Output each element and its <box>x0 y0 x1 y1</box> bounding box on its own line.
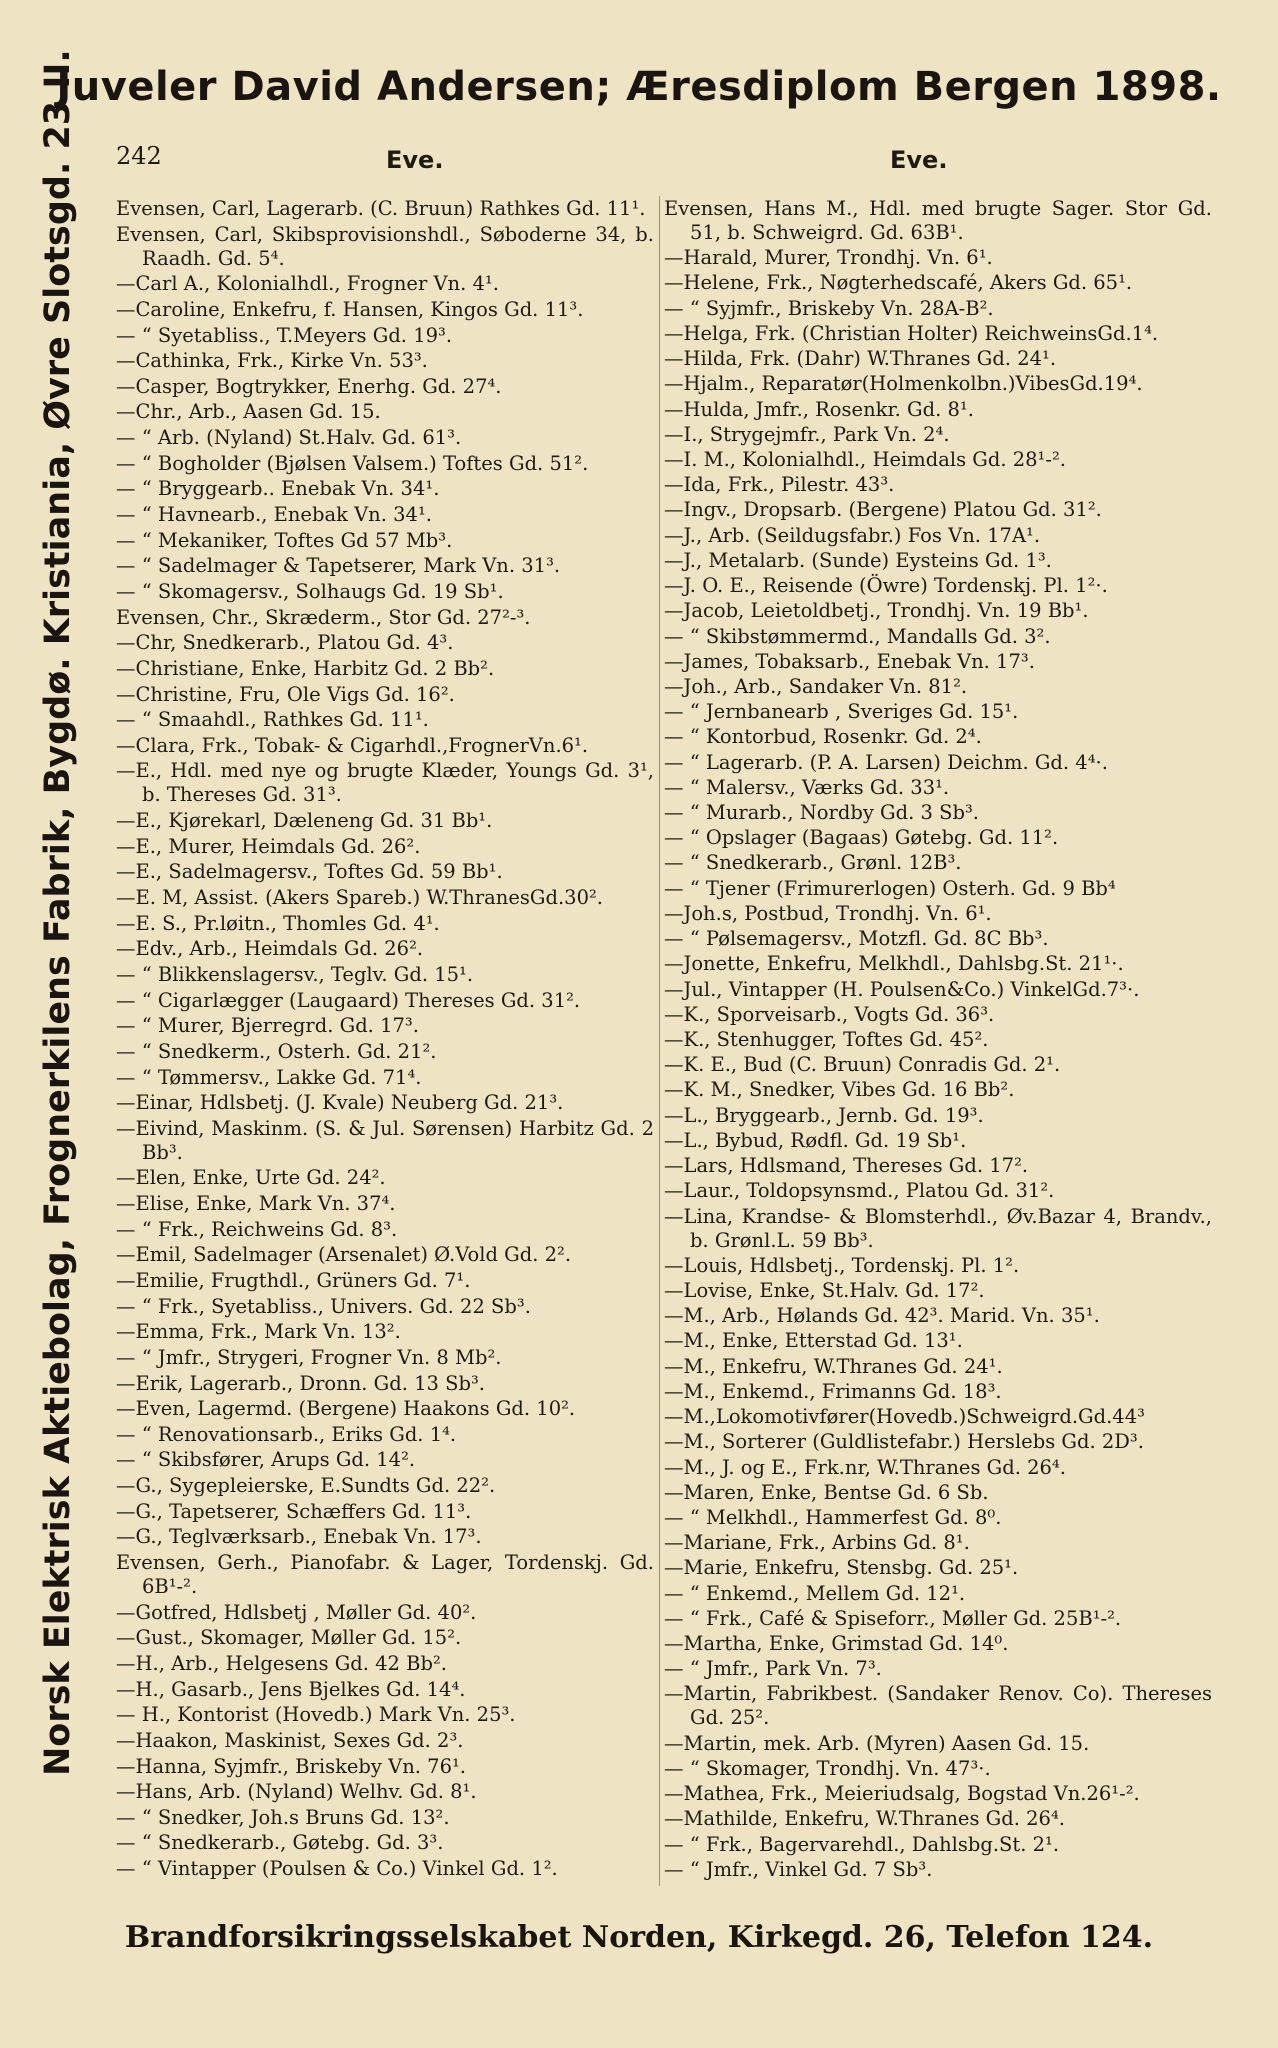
directory-entry: —Maren, Enke, Bentse Gd. 6 Sb. <box>664 1480 989 1504</box>
directory-entry: —J., Arb. (Seildugsfabr.) Fos Vn. 17A¹. <box>664 523 1041 547</box>
directory-entry: —Hjalm., Reparatør(Holmenkolbn.)VibesGd.19⁴. <box>664 372 1143 396</box>
directory-entry: —Lars, Hdlsmand, Thereses Gd. 17². <box>664 1154 1029 1178</box>
directory-entry: —K. M., Snedker, Vibes Gd. 16 Bb². <box>664 1078 1015 1102</box>
directory-entry: —Clara, Frk., Tobak- & Cigarhdl.,FrognerVn.6¹. <box>116 733 589 757</box>
directory-entry: —Elise, Enke, Mark Vn. 37⁴. <box>116 1192 396 1216</box>
directory-entry: —Caroline, Enkefru, f. Hansen, Kingos Gd. 11³. <box>116 297 584 321</box>
directory-entry: —G., Sygepleierske, E.Sundts Gd. 22². <box>116 1474 496 1498</box>
directory-entry: —Helene, Frk., Nøgterhedscafé, Akers Gd. 65¹. <box>664 271 1133 295</box>
directory-entry: —M.,Lokomotivfører(Hovedb.)Schweigrd.Gd.44³ <box>664 1405 1145 1429</box>
directory-entry: —E., Murer, Heimdals Gd. 26². <box>116 834 421 858</box>
directory-entry: — “ Skomagersv., Solhaugs Gd. 19 Sb¹. <box>116 579 504 603</box>
directory-entry: —M., Enke, Etterstad Gd. 13¹. <box>664 1329 963 1353</box>
directory-entry: —E. S., Pr.løitn., Thomles Gd. 4¹. <box>116 911 440 935</box>
directory-entry: — “ Frk., Syetabliss., Univers. Gd. 22 Sb³. <box>116 1294 531 1318</box>
directory-entry: — “ Jmfr., Strygeri, Frogner Vn. 8 Mb². <box>116 1345 502 1369</box>
directory-entry: Evensen, Carl, Skibsprovisionshdl., Søboderne 34, b. Raadh. Gd. 5⁴. <box>116 222 654 270</box>
left-column <box>116 197 654 1882</box>
directory-entry: —E., Kjørekarl, Dæleneng Gd. 31 Bb¹. <box>116 809 493 833</box>
directory-entry: — “ Smaahdl., Rathkes Gd. 11¹. <box>116 708 429 732</box>
directory-entry: — “ Snedkerarb., Gøtebg. Gd. 3³. <box>116 1831 444 1855</box>
directory-entry: — H., Kontorist (Hovedb.) Mark Vn. 25³. <box>116 1703 516 1727</box>
directory-entry: — “ Malersv., Værks Gd. 33¹. <box>664 775 950 799</box>
directory-entry: —Gust., Skomager, Møller Gd. 15². <box>116 1626 462 1650</box>
directory-entry: —Eivind, Maskinm. (S. & Jul. Sørensen) Harbitz Gd. 2 Bb³. <box>116 1116 654 1164</box>
directory-entry: — “ Snedkerm., Osterh. Gd. 21². <box>116 1039 437 1063</box>
directory-entry: —Edv., Arb., Heimdals Gd. 26². <box>116 937 424 961</box>
directory-entry: —E. M, Assist. (Akers Spareb.) W.ThranesGd.30². <box>116 886 603 910</box>
directory-entry: —Christiane, Enke, Harbitz Gd. 2 Bb². <box>116 656 495 680</box>
directory-entry: — “ Vintapper (Poulsen & Co.) Vinkel Gd. 1². <box>116 1857 558 1881</box>
directory-entry: — “ Jmfr., Park Vn. 7³. <box>664 1657 882 1681</box>
header-advert: Juveler David Andersen; Æresdiplom Bergen 1898. <box>56 64 1222 110</box>
directory-entry: — “ Mekaniker, Toftes Gd 57 Mb³. <box>116 528 453 552</box>
directory-entry: — “ Snedker, Joh.s Bruns Gd. 13². <box>116 1805 450 1829</box>
directory-entry: — “ Tømmersv., Lakke Gd. 71⁴. <box>116 1065 422 1089</box>
directory-entry: — “ Frk., Bagervarehdl., Dahlsbg.St. 2¹. <box>664 1832 1060 1856</box>
directory-entry: — “ Kontorbud, Rosenkr. Gd. 2⁴. <box>664 725 982 749</box>
directory-entry: — “ Snedkerarb., Grønl. 12B³. <box>664 851 962 875</box>
directory-entry: —Carl A., Kolonialhdl., Frogner Vn. 4¹. <box>116 272 499 296</box>
directory-entry: —K. E., Bud (C. Bruun) Conradis Gd. 2¹. <box>664 1053 1061 1077</box>
directory-entry: — “ Enkemd., Mellem Gd. 12¹. <box>664 1581 966 1605</box>
directory-entry: — “ Syjmfr., Briskeby Vn. 28A-B². <box>664 296 994 320</box>
directory-entry: —Emil, Sadelmager (Arsenalet) Ø.Vold Gd. 2². <box>116 1243 572 1267</box>
directory-entry: —Gotfred, Hdlsbetj , Møller Gd. 40². <box>116 1600 477 1624</box>
directory-entry: —L., Bryggearb., Jernb. Gd. 19³. <box>664 1103 984 1127</box>
directory-entry: —G., Tapetserer, Schæffers Gd. 11³. <box>116 1499 472 1523</box>
directory-entry: — “ Skomager, Trondhj. Vn. 47³·. <box>664 1756 991 1780</box>
directory-entry: — “ Frk., Reichweins Gd. 8³. <box>116 1217 398 1241</box>
directory-entry: —K., Sporveisarb., Vogts Gd. 36³. <box>664 1002 995 1026</box>
directory-entry: —Hilda, Frk. (Dahr) W.Thranes Gd. 24¹. <box>664 347 1057 371</box>
directory-entry: —Hans, Arb. (Nyland) Welhv. Gd. 8¹. <box>116 1780 477 1804</box>
directory-entry: — “ Cigarlægger (Laugaard) Thereses Gd. 31². <box>116 988 581 1012</box>
directory-entry: —Emma, Frk., Mark Vn. 13². <box>116 1320 401 1344</box>
directory-entry: —L., Bybud, Rødfl. Gd. 19 Sb¹. <box>664 1128 967 1152</box>
directory-entry: Evensen, Chr., Skræderm., Stor Gd. 27²-³. <box>116 605 531 629</box>
directory-entry: —I. M., Kolonialhdl., Heimdals Gd. 28¹-². <box>664 447 1066 471</box>
directory-entry: —James, Tobaksarb., Enebak Vn. 17³. <box>664 649 1035 673</box>
directory-entry: —I., Strygejmfr., Park Vn. 2⁴. <box>664 422 950 446</box>
directory-entry: —Cathinka, Frk., Kirke Vn. 53³. <box>116 349 428 373</box>
directory-entry: — “ Frk., Café & Spiseforr., Møller Gd. 25B¹-². <box>664 1606 1122 1630</box>
directory-entry: — “ Havnearb., Enebak Vn. 34¹. <box>116 503 432 527</box>
directory-entry: —G., Teglværksarb., Enebak Vn. 17³. <box>116 1525 482 1549</box>
directory-entry: —Joh., Arb., Sandaker Vn. 81². <box>664 674 968 698</box>
directory-entry: —Harald, Murer, Trondhj. Vn. 6¹. <box>664 246 993 270</box>
directory-entry: —Jacob, Leietoldbetj., Trondhj. Vn. 19 Bb¹. <box>664 599 1089 623</box>
directory-entry: —Joh.s, Postbud, Trondhj. Vn. 6¹. <box>664 901 992 925</box>
directory-entry: — “ Murarb., Nordby Gd. 3 Sb³. <box>664 801 979 825</box>
directory-entry: —M., Arb., Hølands Gd. 42³. Marid. Vn. 35¹. <box>664 1304 1100 1328</box>
directory-entry: —Martin, Fabrikbest. (Sandaker Renov. Co). Thereses Gd. 25². <box>664 1682 1212 1730</box>
directory-entry: —Emilie, Frugthdl., Grüners Gd. 7¹. <box>116 1268 471 1292</box>
directory-entry: — “ Blikkenslagersv., Teglv. Gd. 15¹. <box>116 962 474 986</box>
directory-entry: — “ Bryggearb.. Enebak Vn. 34¹. <box>116 477 440 501</box>
directory-entry: —Hanna, Syjmfr., Briskeby Vn. 76¹. <box>116 1754 466 1778</box>
directory-entry: —Jonette, Enkefru, Melkhdl., Dahlsbg.St. 21¹·. <box>664 952 1124 976</box>
directory-entry: Evensen, Hans M., Hdl. med brugte Sager. Stor Gd. 51, b. Schweigrd. Gd. 63B¹. <box>664 197 1212 244</box>
directory-entry: —K., Stenhugger, Toftes Gd. 45². <box>664 1028 989 1051</box>
footer-advert: Brandforsikringsselskabet Norden, Kirkegd. 26, Telefon 124. <box>124 1920 1154 1955</box>
directory-entry: —H., Arb., Helgesens Gd. 42 Bb². <box>116 1651 447 1675</box>
directory-entry: — “ Renovationsarb., Eriks Gd. 1⁴. <box>116 1422 457 1446</box>
directory-entry: —E., Hdl. med nye og brugte Klæder, Youngs Gd. 3¹, b. Thereses Gd. 31³. <box>116 759 654 807</box>
directory-entry: — “ Pølsemagersv., Motzfl. Gd. 8C Bb³. <box>664 927 1049 951</box>
directory-entry: —Helga, Frk. (Christian Holter) ReichweinsGd.1⁴. <box>664 321 1159 345</box>
directory-entry: — “ Skibsfører, Arups Gd. 14². <box>116 1448 416 1472</box>
running-head-left: Eve. <box>386 146 444 174</box>
directory-entry: Evensen, Carl, Lagerarb. (C. Bruun) Rathkes Gd. 11¹. <box>116 197 646 220</box>
directory-entry: —Hulda, Jmfr., Rosenkr. Gd. 8¹. <box>664 397 974 421</box>
directory-entry: —M., Enkemd., Frimanns Gd. 18³. <box>664 1379 1002 1403</box>
directory-entry: — “ Tjener (Frimurerlogen) Osterh. Gd. 9 Bb⁴ <box>664 876 1116 900</box>
directory-entry: —M., Sorterer (Guldlistefabr.) Herslebs Gd. 2D³. <box>664 1430 1144 1454</box>
directory-entry: —Mariane, Frk., Arbins Gd. 8¹. <box>664 1531 970 1555</box>
directory-entry: —Mathilde, Enkefru, W.Thranes Gd. 26⁴. <box>664 1807 1065 1831</box>
directory-entry: —J. O. E., Reisende (Öwre) Tordenskj. Pl. 1²·. <box>664 574 1108 598</box>
directory-entry: —M., J. og E., Frk.nr, W.Thranes Gd. 26⁴. <box>664 1455 1066 1479</box>
directory-entry: —Chr, Snedkerarb., Platou Gd. 4³. <box>116 631 454 655</box>
directory-entry: — “ Jernbanearb , Sveriges Gd. 15¹. <box>664 700 1019 724</box>
side-advert: Norsk Elektrisk Aktiebolag, Frognerkilens Fabrik, Bygdø. Kristiania, Øvre Slotsgd. 23 II. <box>38 49 78 1776</box>
directory-entry: —E., Sadelmagersv., Toftes Gd. 59 Bb¹. <box>116 860 503 884</box>
directory-entry: —Martha, Enke, Grimstad Gd. 14⁰. <box>664 1632 1009 1656</box>
directory-entry: —Laur., Toldopsynsmd., Platou Gd. 31². <box>664 1179 1055 1203</box>
right-column <box>664 197 1212 1882</box>
directory-entry: —Louis, Hdlsbetj., Tordenskj. Pl. 1². <box>664 1253 1020 1277</box>
directory-entry: —Einar, Hdlsbetj. (J. Kvale) Neuberg Gd. 21³. <box>116 1091 564 1115</box>
directory-entry: —Chr., Arb., Aasen Gd. 15. <box>116 400 381 424</box>
directory-entry: — “ Bogholder (Bjølsen Valsem.) Toftes Gd. 51². <box>116 451 589 475</box>
directory-entry: —Martin, mek. Arb. (Myren) Aasen Gd. 15. <box>664 1731 1090 1755</box>
directory-entry: —Erik, Lagerarb., Dronn. Gd. 13 Sb³. <box>116 1371 485 1395</box>
directory-entry: —Ingv., Dropsarb. (Bergene) Platou Gd. 31². <box>664 498 1102 522</box>
directory-entry: — “ Skibstømmermd., Mandalls Gd. 3². <box>664 624 1051 648</box>
directory-entry: — “ Lagerarb. (P. A. Larsen) Deichm. Gd. 4⁴·. <box>664 750 1108 774</box>
directory-entry: — “ Sadelmager & Tapetserer, Mark Vn. 31³. <box>116 554 561 578</box>
directory-entry: — “ Jmfr., Vinkel Gd. 7 Sb³. <box>664 1857 933 1881</box>
directory-entry: —Marie, Enkefru, Stensbg. Gd. 25¹. <box>664 1556 1019 1580</box>
directory-entry: — “ Melkhdl., Hammerfest Gd. 8⁰. <box>664 1505 1002 1529</box>
page-number: 242 <box>116 142 162 170</box>
directory-entry: —M., Enkefru, W.Thranes Gd. 24¹. <box>664 1354 1003 1378</box>
directory-entry: —H., Gasarb., Jens Bjelkes Gd. 14⁴. <box>116 1677 466 1701</box>
directory-entry: — “ Arb. (Nyland) St.Halv. Gd. 61³. <box>116 426 462 450</box>
directory-entry: —Lovise, Enke, St.Halv. Gd. 17². <box>664 1278 985 1302</box>
directory-entry: —Ida, Frk., Pilestr. 43³. <box>664 473 895 497</box>
directory-entry: —Lina, Krandse- & Blomsterhdl., Øv.Bazar 4, Brandv., b. Grønl.L. 59 Bb³. <box>664 1204 1212 1252</box>
directory-entry: —Mathea, Frk., Meieriudsalg, Bogstad Vn.26¹-². <box>664 1782 1140 1806</box>
column-divider <box>659 196 660 1886</box>
directory-entry: Evensen, Gerh., Pianofabr. & Lager, Tordenskj. Gd. 6B¹-². <box>116 1551 654 1599</box>
directory-entry: —Casper, Bogtrykker, Enerhg. Gd. 27⁴. <box>116 374 502 398</box>
directory-entry: — “ Opslager (Bagaas) Gøtebg. Gd. 11². <box>664 826 1059 850</box>
directory-entry: —Elen, Enke, Urte Gd. 24². <box>116 1166 386 1190</box>
running-head-right: Eve. <box>890 146 948 174</box>
directory-entry: —Jul., Vintapper (H. Poulsen&Co.) VinkelGd.7³·. <box>664 977 1140 1001</box>
directory-entry: —Even, Lagermd. (Bergene) Haakons Gd. 10². <box>116 1397 576 1421</box>
directory-entry: —Haakon, Maskinist, Sexes Gd. 2³. <box>116 1728 464 1752</box>
directory-entry: — “ Murer, Bjerregrd. Gd. 17³. <box>116 1014 419 1038</box>
directory-entry: —J., Metalarb. (Sunde) Eysteins Gd. 1³. <box>664 548 1052 572</box>
directory-entry: —Christine, Fru, Ole Vigs Gd. 16². <box>116 682 455 706</box>
directory-entry: — “ Syetabliss., T.Meyers Gd. 19³. <box>116 323 453 347</box>
